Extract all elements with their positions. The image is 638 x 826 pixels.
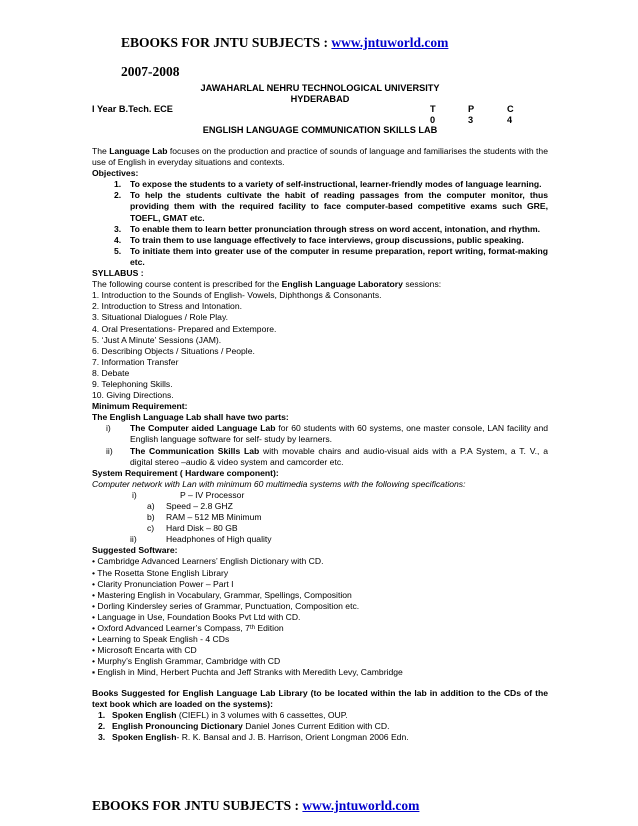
objective-item: 3. To enable them to learn better pronunciation through stress on word accent, intonation, and rhythm. — [114, 223, 540, 234]
software-item: • Clarity Pronunciation Power – Part I — [92, 578, 234, 589]
software-item: • The Rosetta Stone English Library — [92, 567, 229, 578]
software-item: • Microsoft Encarta with CD — [92, 645, 197, 656]
credit-t-value: 0 — [430, 115, 436, 125]
software-item: • Learning to Speak English - 4 CDs — [92, 634, 230, 645]
credit-p-header: P — [468, 104, 475, 114]
spec-row: ii) Headphones of High quality — [130, 534, 272, 545]
software-item: • Mastering English in Vocabulary, Grammar, Spellings, Composition — [92, 589, 352, 600]
course-title: ENGLISH LANGUAGE COMMUNICATION SKILLS LAB — [202, 125, 438, 135]
syllabus-item: 5. ‘Just A Minute’ Sessions (JAM). — [92, 334, 222, 345]
system-heading: System Requirement ( Hardware component): — [92, 467, 279, 478]
credit-c-header: C — [507, 104, 514, 114]
objective-item: 4. To train them to use language effectively to face interviews, group discussions, public speaking. — [114, 234, 524, 245]
system-spec-intro: Computer network with Lan with minimum 60 multimedia systems with the following specifications: — [92, 478, 466, 489]
software-item: ▪ English in Mind, Herbert Puchta and Jeff Stranks with Meredith Levy, Cambridge — [92, 667, 403, 678]
intro-post: focuses on the production and practice of sounds of language and familiarises the students with the use of English in everyday situations and contexts. — [92, 146, 548, 168]
syllabus-item: 7. Information Transfer — [92, 356, 179, 367]
document-body — [92, 146, 548, 743]
software-item: • Dorling Kindersley series of Grammar, Punctuation, Composition etc. — [92, 600, 360, 611]
header-link[interactable]: www.jntuworld.com — [331, 35, 449, 50]
lab-parts-heading: The English Language Lab shall have two parts: — [92, 412, 289, 423]
book-item: 2. English Pronouncing Dictionary Daniel Jones Current Edition with CD. — [98, 720, 390, 731]
book-item: 3. Spoken English- R. K. Bansal and J. B. Harrison, Orient Longman 2006 Edn. — [98, 731, 409, 742]
syllabus-item: 2. Introduction to Stress and Intonation. — [92, 301, 243, 312]
software-item: • Language in Use, Foundation Books Pvt Ltd with CD. — [92, 611, 301, 622]
university-city: HYDERABAD — [290, 94, 350, 104]
software-item: • Cambridge Advanced Learners’ English Dictionary with CD. — [92, 556, 324, 567]
objectives-list — [92, 179, 548, 268]
books-list — [92, 710, 548, 743]
books-heading: Books Suggested for English Language Lab Library (to be located within the lab in addition to the CDs of the text book which are loaded on the systems): — [92, 687, 548, 709]
credit-p-value: 3 — [468, 115, 474, 125]
credit-t-header: T — [430, 104, 436, 114]
intro-paragraph — [92, 146, 548, 168]
spec-row: c) Hard Disk – 80 GB — [147, 523, 238, 534]
footer-bottom — [92, 798, 419, 814]
syllabus-item: 1. Introduction to the Sounds of English- Vowels, Diphthongs & Consonants. — [92, 290, 382, 301]
syllabus-item: 10. Giving Directions. — [92, 390, 174, 401]
objective-item: 2. To help the students cultivate the habit of reading passages from the computer monitor, thus providing them with the required facility to face computer-based competitive exams such GRE, TOEFL, GMAT etc. — [114, 190, 548, 223]
syllabus-intro: The following course content is prescribed for the English Language Laboratory sessions: — [92, 279, 442, 290]
objectives-heading: Objectives: — [92, 168, 139, 179]
objective-item: 5. To initiate them into greater use of the computer in resume preparation, report writing, format-making etc. — [114, 245, 548, 267]
credit-c-value: 4 — [507, 115, 513, 125]
intro-bold: Language Lab — [109, 146, 168, 156]
header-prefix: EBOOKS FOR JNTU SUBJECTS : — [121, 35, 332, 50]
footer-prefix: EBOOKS FOR JNTU SUBJECTS : — [92, 798, 303, 813]
syllabus-item: 3. Situational Dialogues / Role Play. — [92, 312, 228, 323]
course-label: I Year B.Tech. ECE — [92, 104, 173, 114]
software-item: • Murphy’s English Grammar, Cambridge with CD — [92, 656, 281, 667]
syllabus-heading: SYLLABUS : — [92, 268, 144, 279]
syllabus-item: 6. Describing Objects / Situations / People. — [92, 345, 255, 356]
software-heading: Suggested Software: — [92, 545, 178, 556]
lab-part-2: ii) The Communication Skills Lab with movable chairs and audio-visual aids with a P.A System, a T. V., a digital stereo –audio & video system and camcorder etc. — [106, 445, 548, 467]
header-top — [121, 35, 448, 51]
academic-year: 2007-2008 — [121, 64, 180, 79]
syllabus-item: 4. Oral Presentations- Prepared and Extempore. — [92, 323, 277, 334]
university-name: JAWAHARLAL NEHRU TECHNOLOGICAL UNIVERSITY — [200, 83, 440, 93]
syllabus-item: 8. Debate — [92, 367, 130, 378]
intro-pre: The — [92, 146, 110, 156]
software-item-oxford: • Oxford Advanced Learner’s Compass, 7th Edition — [92, 623, 284, 634]
spec-row: i) P – IV Processor — [132, 489, 245, 500]
footer-link[interactable]: www.jntuworld.com — [302, 798, 420, 813]
objective-item: 1. To expose the students to a variety of self-instructional, learner-friendly modes of language learning. — [114, 179, 542, 190]
syllabus-item: 9. Telephoning Skills. — [92, 378, 173, 389]
lab-part-1: i) The Computer aided Language Lab for 60 students with 60 systems, one master console, LAN facility and English language software for self- study by learners. — [106, 423, 549, 445]
book-item: 1. Spoken English (CIEFL) in 3 volumes with 6 cassettes, OUP. — [98, 709, 348, 720]
spec-row: b) RAM – 512 MB Minimum — [147, 512, 262, 523]
spec-row: a) Speed – 2.8 GHZ — [147, 501, 233, 511]
minimum-heading: Minimum Requirement: — [92, 401, 188, 412]
